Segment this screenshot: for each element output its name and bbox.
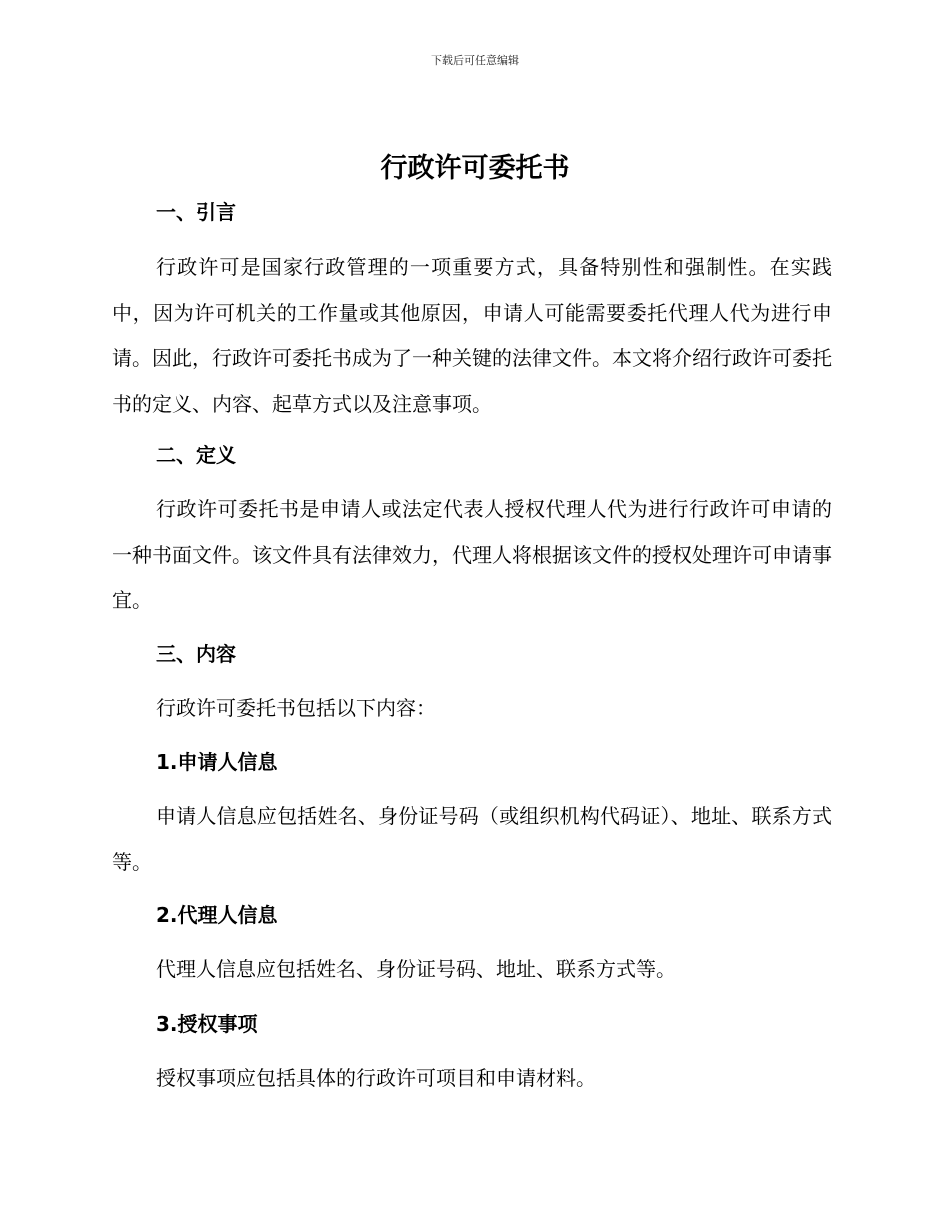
section-heading-introduction: 一、引言 <box>156 200 236 224</box>
section-paragraph-agent-info: 代理人信息应包括姓名、身份证号码、地址、联系方式等。 <box>156 957 676 981</box>
document-title: 行政许可委托书 <box>380 153 570 184</box>
section-paragraph-definition: 行政许可委托书是申请人或法定代表人授权代理人代为进行行政许可申请的一种书面文件。该文件具有法律效力，代理人将根据该文件的授权处理许可申请事宜。 <box>112 497 832 613</box>
section-heading-definition: 二、定义 <box>156 443 236 467</box>
section-heading-authorized-matters: 3.授权事项 <box>156 1012 258 1036</box>
section-paragraph-applicant-info: 申请人信息应包括姓名、身份证号码（或组织机构代码证）、地址、联系方式等。 <box>112 804 832 874</box>
section-heading-content: 三、内容 <box>156 642 236 666</box>
section-paragraph-authorized-matters: 授权事项应包括具体的行政许可项目和申请材料。 <box>156 1066 596 1090</box>
page-header: 下载后可任意编辑 <box>431 54 519 67</box>
section-paragraph-content: 行政许可委托书包括以下内容： <box>156 696 436 720</box>
section-paragraph-introduction: 行政许可是国家行政管理的一项重要方式，具备特别性和强制性。在实践中，因为许可机关的工作量或其他原因，申请人可能需要委托代理人代为进行申请。因此，行政许可委托书成为了一种关键的法律文件。本文将介绍行政许可委托书的定义、内容、起草方式以及注意事项。 <box>112 255 832 416</box>
section-heading-agent-info: 2.代理人信息 <box>156 903 278 927</box>
section-heading-applicant-info: 1.申请人信息 <box>156 750 278 774</box>
